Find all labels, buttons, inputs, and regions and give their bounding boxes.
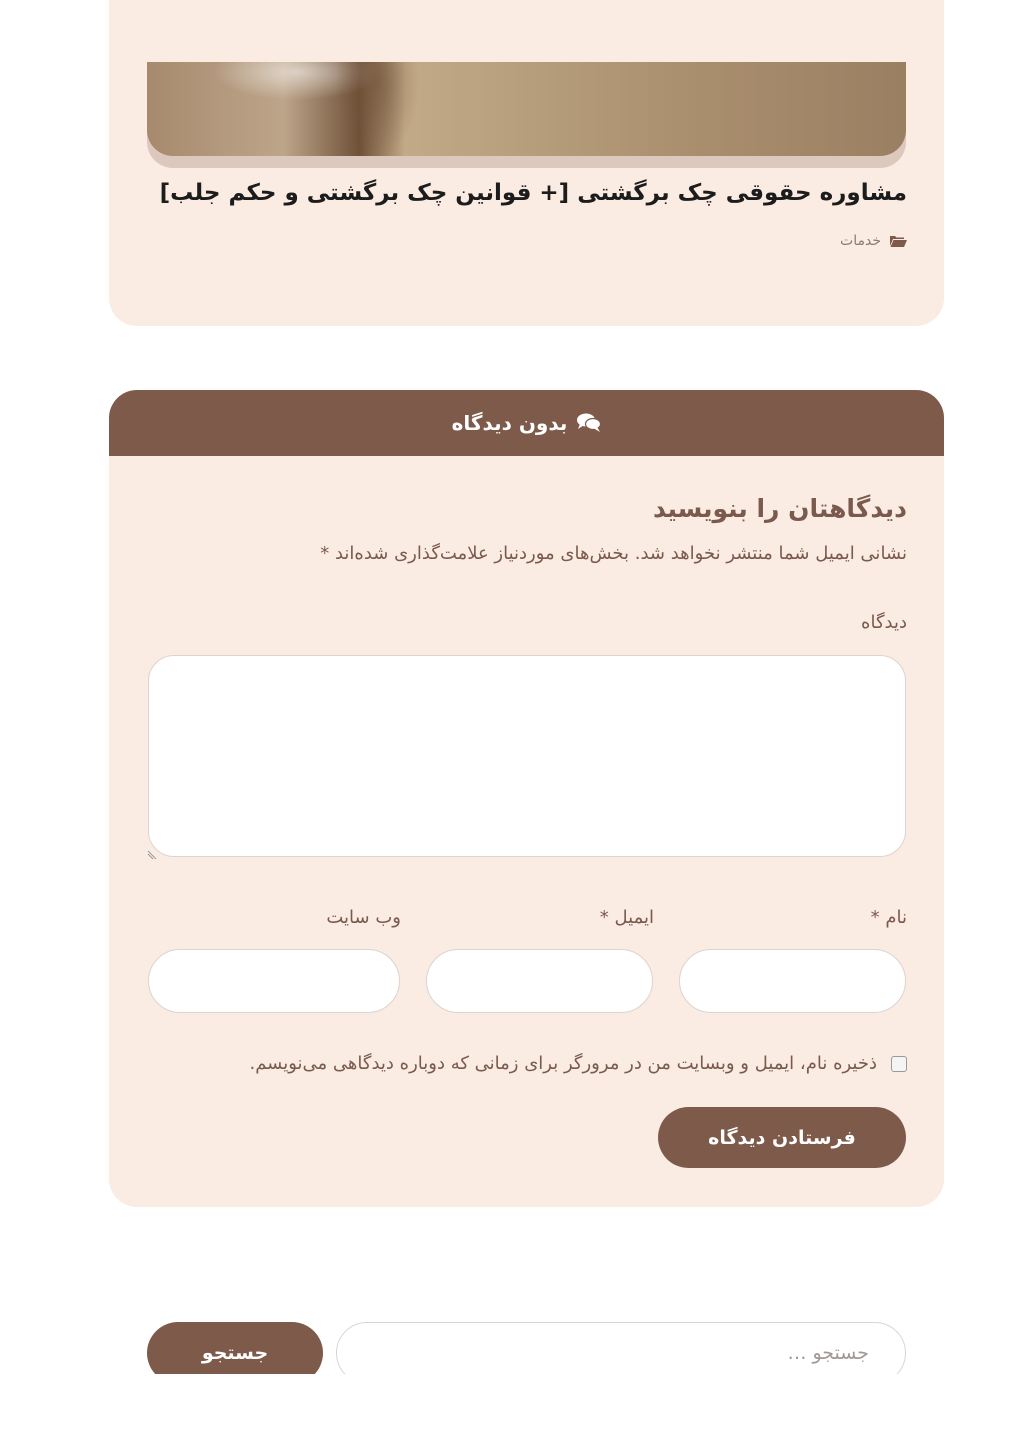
consent-checkbox[interactable] xyxy=(891,1056,907,1072)
consent-label[interactable]: ذخیره نام، ایمیل و وبسایت من در مرورگر برای زمانی که دوباره دیدگاهی می‌نویسم. xyxy=(249,1053,877,1074)
search-form xyxy=(147,1322,907,1374)
website-field[interactable] xyxy=(148,949,400,1013)
related-post-card xyxy=(109,0,944,326)
post-category[interactable]: خدمات xyxy=(840,233,881,249)
comment-notes: نشانی ایمیل شما منتشر نخواهد شد. بخش‌های موردنیاز علامت‌گذاری شده‌اند * xyxy=(320,543,907,564)
post-title[interactable]: مشاوره حقوقی چک برگشتی [+ قوانین چک برگشتی و حکم جلب] xyxy=(159,180,907,206)
website-label: وب سایت xyxy=(326,907,401,928)
comments-section xyxy=(109,390,944,1207)
comments-header xyxy=(109,390,944,456)
search-input[interactable]: جستجو … xyxy=(336,1322,906,1374)
folder-open-icon xyxy=(889,234,907,248)
comments-icon xyxy=(577,413,601,433)
comments-count: بدون دیدگاه xyxy=(451,411,568,435)
resize-handle-icon[interactable] xyxy=(147,845,157,855)
search-button[interactable]: جستجو xyxy=(147,1322,323,1374)
submit-comment-button[interactable]: فرستادن دیدگاه xyxy=(658,1107,906,1168)
comment-textarea[interactable] xyxy=(148,655,906,857)
reply-title: دیدگاهتان را بنویسید xyxy=(653,494,907,523)
comment-label: دیدگاه xyxy=(861,612,907,633)
name-field[interactable] xyxy=(679,949,906,1013)
post-meta xyxy=(840,233,907,249)
email-field[interactable] xyxy=(426,949,653,1013)
consent-row xyxy=(249,1053,907,1074)
post-thumbnail-image[interactable] xyxy=(147,62,906,156)
post-thumbnail[interactable] xyxy=(147,62,906,168)
name-label: نام * xyxy=(870,907,907,928)
email-label: ایمیل * xyxy=(599,907,654,928)
